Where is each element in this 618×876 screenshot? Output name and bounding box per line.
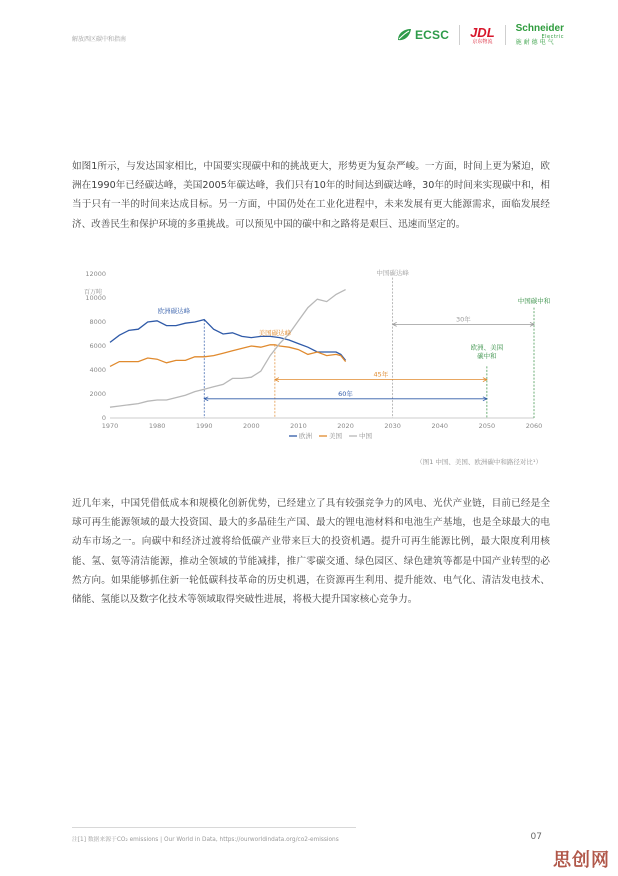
x-tick-label: 2000 bbox=[243, 422, 260, 430]
y-tick-label: 4000 bbox=[89, 366, 106, 375]
page-number: 07 bbox=[530, 832, 542, 842]
jdl-logo bbox=[470, 26, 495, 45]
x-tick-label: 2030 bbox=[384, 422, 401, 430]
y-tick-label: 6000 bbox=[89, 342, 106, 351]
jdl-logo-text: JDL bbox=[470, 24, 495, 40]
eu-us-neutral-label-1: 欧洲、美国 bbox=[470, 343, 504, 352]
logo-divider bbox=[459, 25, 460, 45]
y-tick-label: 10000 bbox=[85, 294, 106, 303]
page-header bbox=[0, 0, 618, 60]
emissions-chart bbox=[84, 266, 554, 456]
header-logos bbox=[396, 24, 564, 46]
eu-us-neutral-label-2: 碳中和 bbox=[477, 352, 497, 360]
x-tick-label: 1980 bbox=[148, 422, 166, 430]
span-60-label: 60年 bbox=[338, 389, 353, 398]
y-tick-label: 12000 bbox=[85, 270, 106, 279]
x-tick-label: 2060 bbox=[525, 422, 543, 430]
x-tick-label: 2010 bbox=[290, 422, 307, 430]
span-30-label: 30年 bbox=[455, 315, 471, 324]
x-tick-label: 1970 bbox=[101, 422, 119, 430]
body-paragraph-2: 近几年来，中国凭借低成本和规模化创新优势，已经建立了具有较强竞争力的风电、光伏产业链，目前已经是全球可再生能源领域的最大投资国、最大的多晶硅生产国、最大的锂电池材料和电池生产基地，也是全球最大的电动车市场之一。向碳中和经济过渡将给低碳产业带来巨大的投资机遇。提升可再生能源比例，最大限度利用核能、氢、氨等清洁能源，推动全领域的节能减排，推广零碳交通、绿色园区、绿色建筑等都是中国产业转型的必然方向。如果能够抓住新一轮低碳科技革命的历史机遇，在资源再生利用、提升能效、电气化、清洁发电技术、储能、氢能以及数字化技术等领域取得突破性进展，将极大提升国家核心竞争力。 bbox=[72, 498, 550, 606]
y-axis-label: 百万吨 bbox=[84, 289, 103, 296]
eu-peak-label: 欧洲碳达峰 bbox=[157, 307, 191, 315]
schneider-logo-cn: 施耐德电气 bbox=[515, 38, 556, 46]
schneider-logo-sub: Electric bbox=[541, 33, 564, 40]
leaf-icon bbox=[396, 28, 412, 42]
y-tick-label: 0 bbox=[101, 414, 106, 423]
jdl-logo-subtitle: 京东物流 bbox=[472, 38, 493, 45]
cn-peak-label: 中国碳达峰 bbox=[376, 269, 409, 277]
legend-label: 美国 bbox=[329, 432, 343, 441]
x-tick-label: 2020 bbox=[337, 422, 354, 430]
y-tick-label: 8000 bbox=[89, 318, 106, 327]
ecsc-logo-text: ECSC bbox=[414, 28, 450, 43]
footnote: 注[1] 数据来源于CO₂ emissions | Our World in Data, https://ourworldindata.org/co2-emissions bbox=[72, 837, 339, 843]
x-tick-label: 2050 bbox=[478, 422, 496, 430]
ecsc-logo bbox=[396, 28, 449, 42]
x-tick-label: 1990 bbox=[195, 422, 213, 430]
header-title: 解放西区碳中和指南 bbox=[72, 36, 127, 43]
us-peak-label: 美国碳达峰 bbox=[258, 329, 292, 338]
legend-label: 中国 bbox=[359, 432, 373, 441]
emissions-chart-svg bbox=[84, 266, 554, 456]
figure-caption: （图1 中国、美国、欧洲碳中和路径对比¹） bbox=[416, 458, 542, 466]
cn-neutral-label: 中国碳中和 bbox=[517, 296, 551, 305]
body-paragraph-1: 如图1所示，与发达国家相比，中国要实现碳中和的挑战更大，形势更为复杂严峻。一方面，时间上更为紧迫，欧洲在1990年已经碳达峰，美国2005年碳达峰，我们只有10年的时间达到碳达峰，30年的时间来实现碳中和，相当于只有一半的时间来达成目标。另一方面，中国仍处在工业化进程中，未来发展有更大能源需求，面临发展经济、改善民生和保护环境的多重挑战。可以预见中国的碳中和之路将是艰巨、迅速而坚定的。 bbox=[72, 161, 550, 230]
legend-label: 欧洲 bbox=[299, 432, 313, 441]
logo-divider bbox=[505, 25, 506, 45]
y-tick-label: 2000 bbox=[89, 390, 106, 399]
footnote-divider bbox=[72, 827, 356, 828]
x-tick-label: 2040 bbox=[431, 422, 449, 430]
span-45-label: 45年 bbox=[373, 370, 389, 379]
schneider-logo-name: Schneider bbox=[515, 23, 564, 34]
watermark: 思创网 bbox=[553, 850, 610, 871]
schneider-logo bbox=[516, 24, 564, 46]
